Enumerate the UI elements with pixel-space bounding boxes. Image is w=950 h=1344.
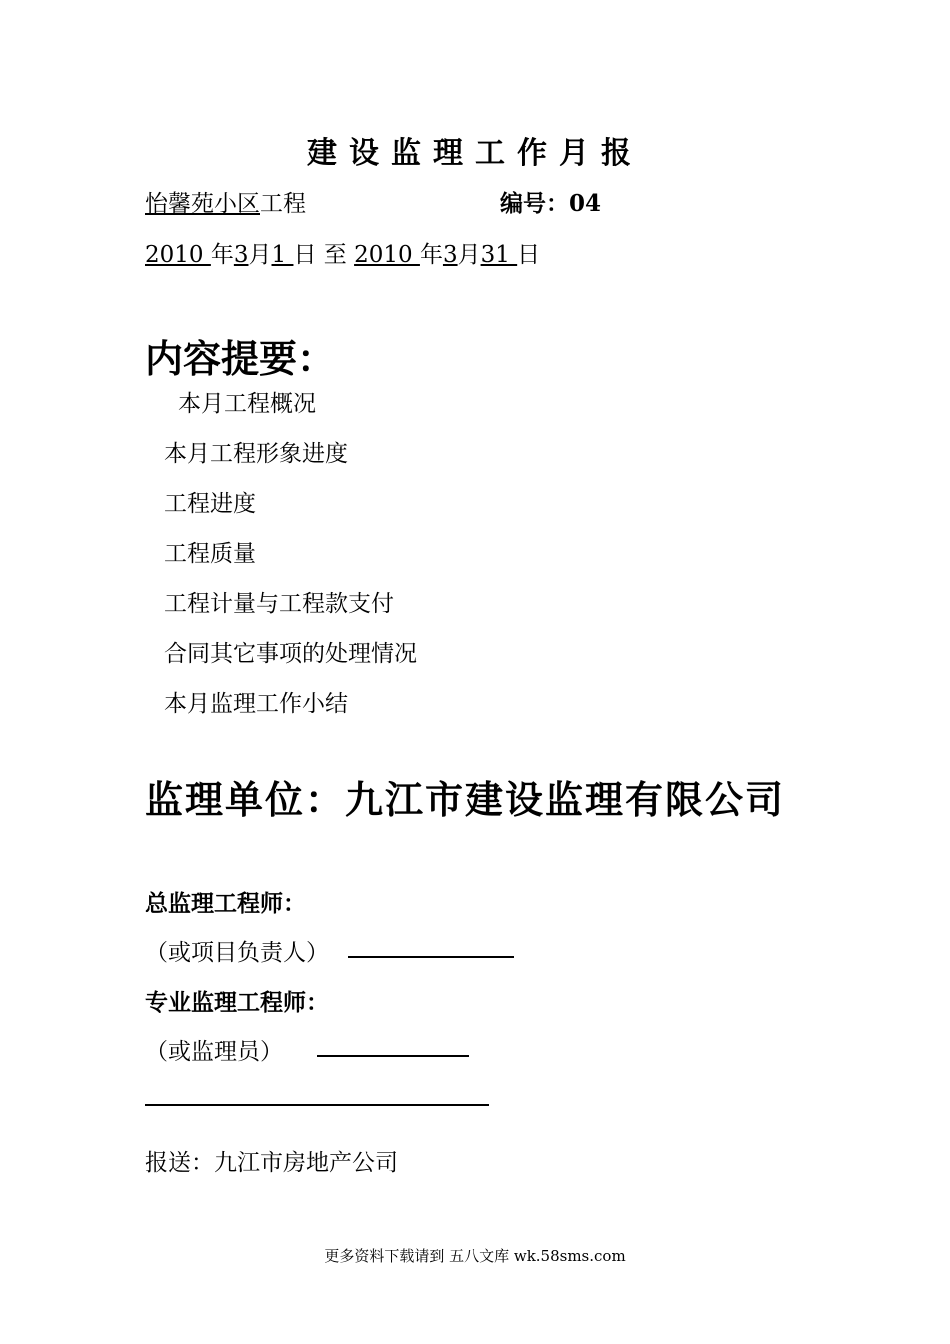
day-text-1: 日 至 [293,242,347,268]
contents-item: 本月工程概况 [178,391,316,417]
footer-note: 更多资料下载请到 五八文库 wk.58sms.com [324,1247,626,1265]
contents-item: 合同其它事项的处理情况 [164,641,417,667]
project-name-suffix: 工程 [260,191,306,217]
project-name-underlined: 怡馨苑小区 [145,191,260,217]
month-text-1: 月 [248,242,272,268]
year-text-2: 年 [419,242,443,268]
day-text-2: 日 [517,242,541,268]
chief-engineer-label: 总监理工程师： [145,890,306,917]
supervision-unit: 监理单位：九江市建设监理有限公司 [145,777,786,822]
chief-engineer-alt-label: （或项目负责人） [145,940,329,966]
start-year: 2010 [145,242,211,268]
month-text-2: 月 [457,242,481,268]
specialist-engineer-signature-line [317,1055,469,1057]
start-month: 3 [233,242,249,268]
start-day: 1 [271,242,294,268]
end-month: 3 [442,242,458,268]
project-name [145,185,306,218]
specialist-engineer-label: 专业监理工程师： [145,989,329,1016]
contents-heading: 内容提要： [145,336,336,381]
contents-item: 本月工程形象进度 [164,441,348,467]
end-year: 2010 [354,242,420,268]
page-title: 建设监理工作月报 [307,136,643,171]
end-day: 31 [480,242,518,268]
contents-item: 工程进度 [164,491,256,517]
year-text-1: 年 [210,242,234,268]
contents-item: 工程计量与工程款支付 [164,591,394,617]
sent-to: 报送：九江市房地产公司 [145,1150,398,1176]
contents-item: 本月监理工作小结 [164,691,348,717]
contents-item: 工程质量 [164,541,256,567]
report-period [145,236,540,269]
specialist-engineer-alt-label: （或监理员） [145,1039,283,1065]
signature-line [145,1104,489,1106]
report-number: 编号：04 [500,190,602,217]
chief-engineer-signature-line [348,956,514,958]
